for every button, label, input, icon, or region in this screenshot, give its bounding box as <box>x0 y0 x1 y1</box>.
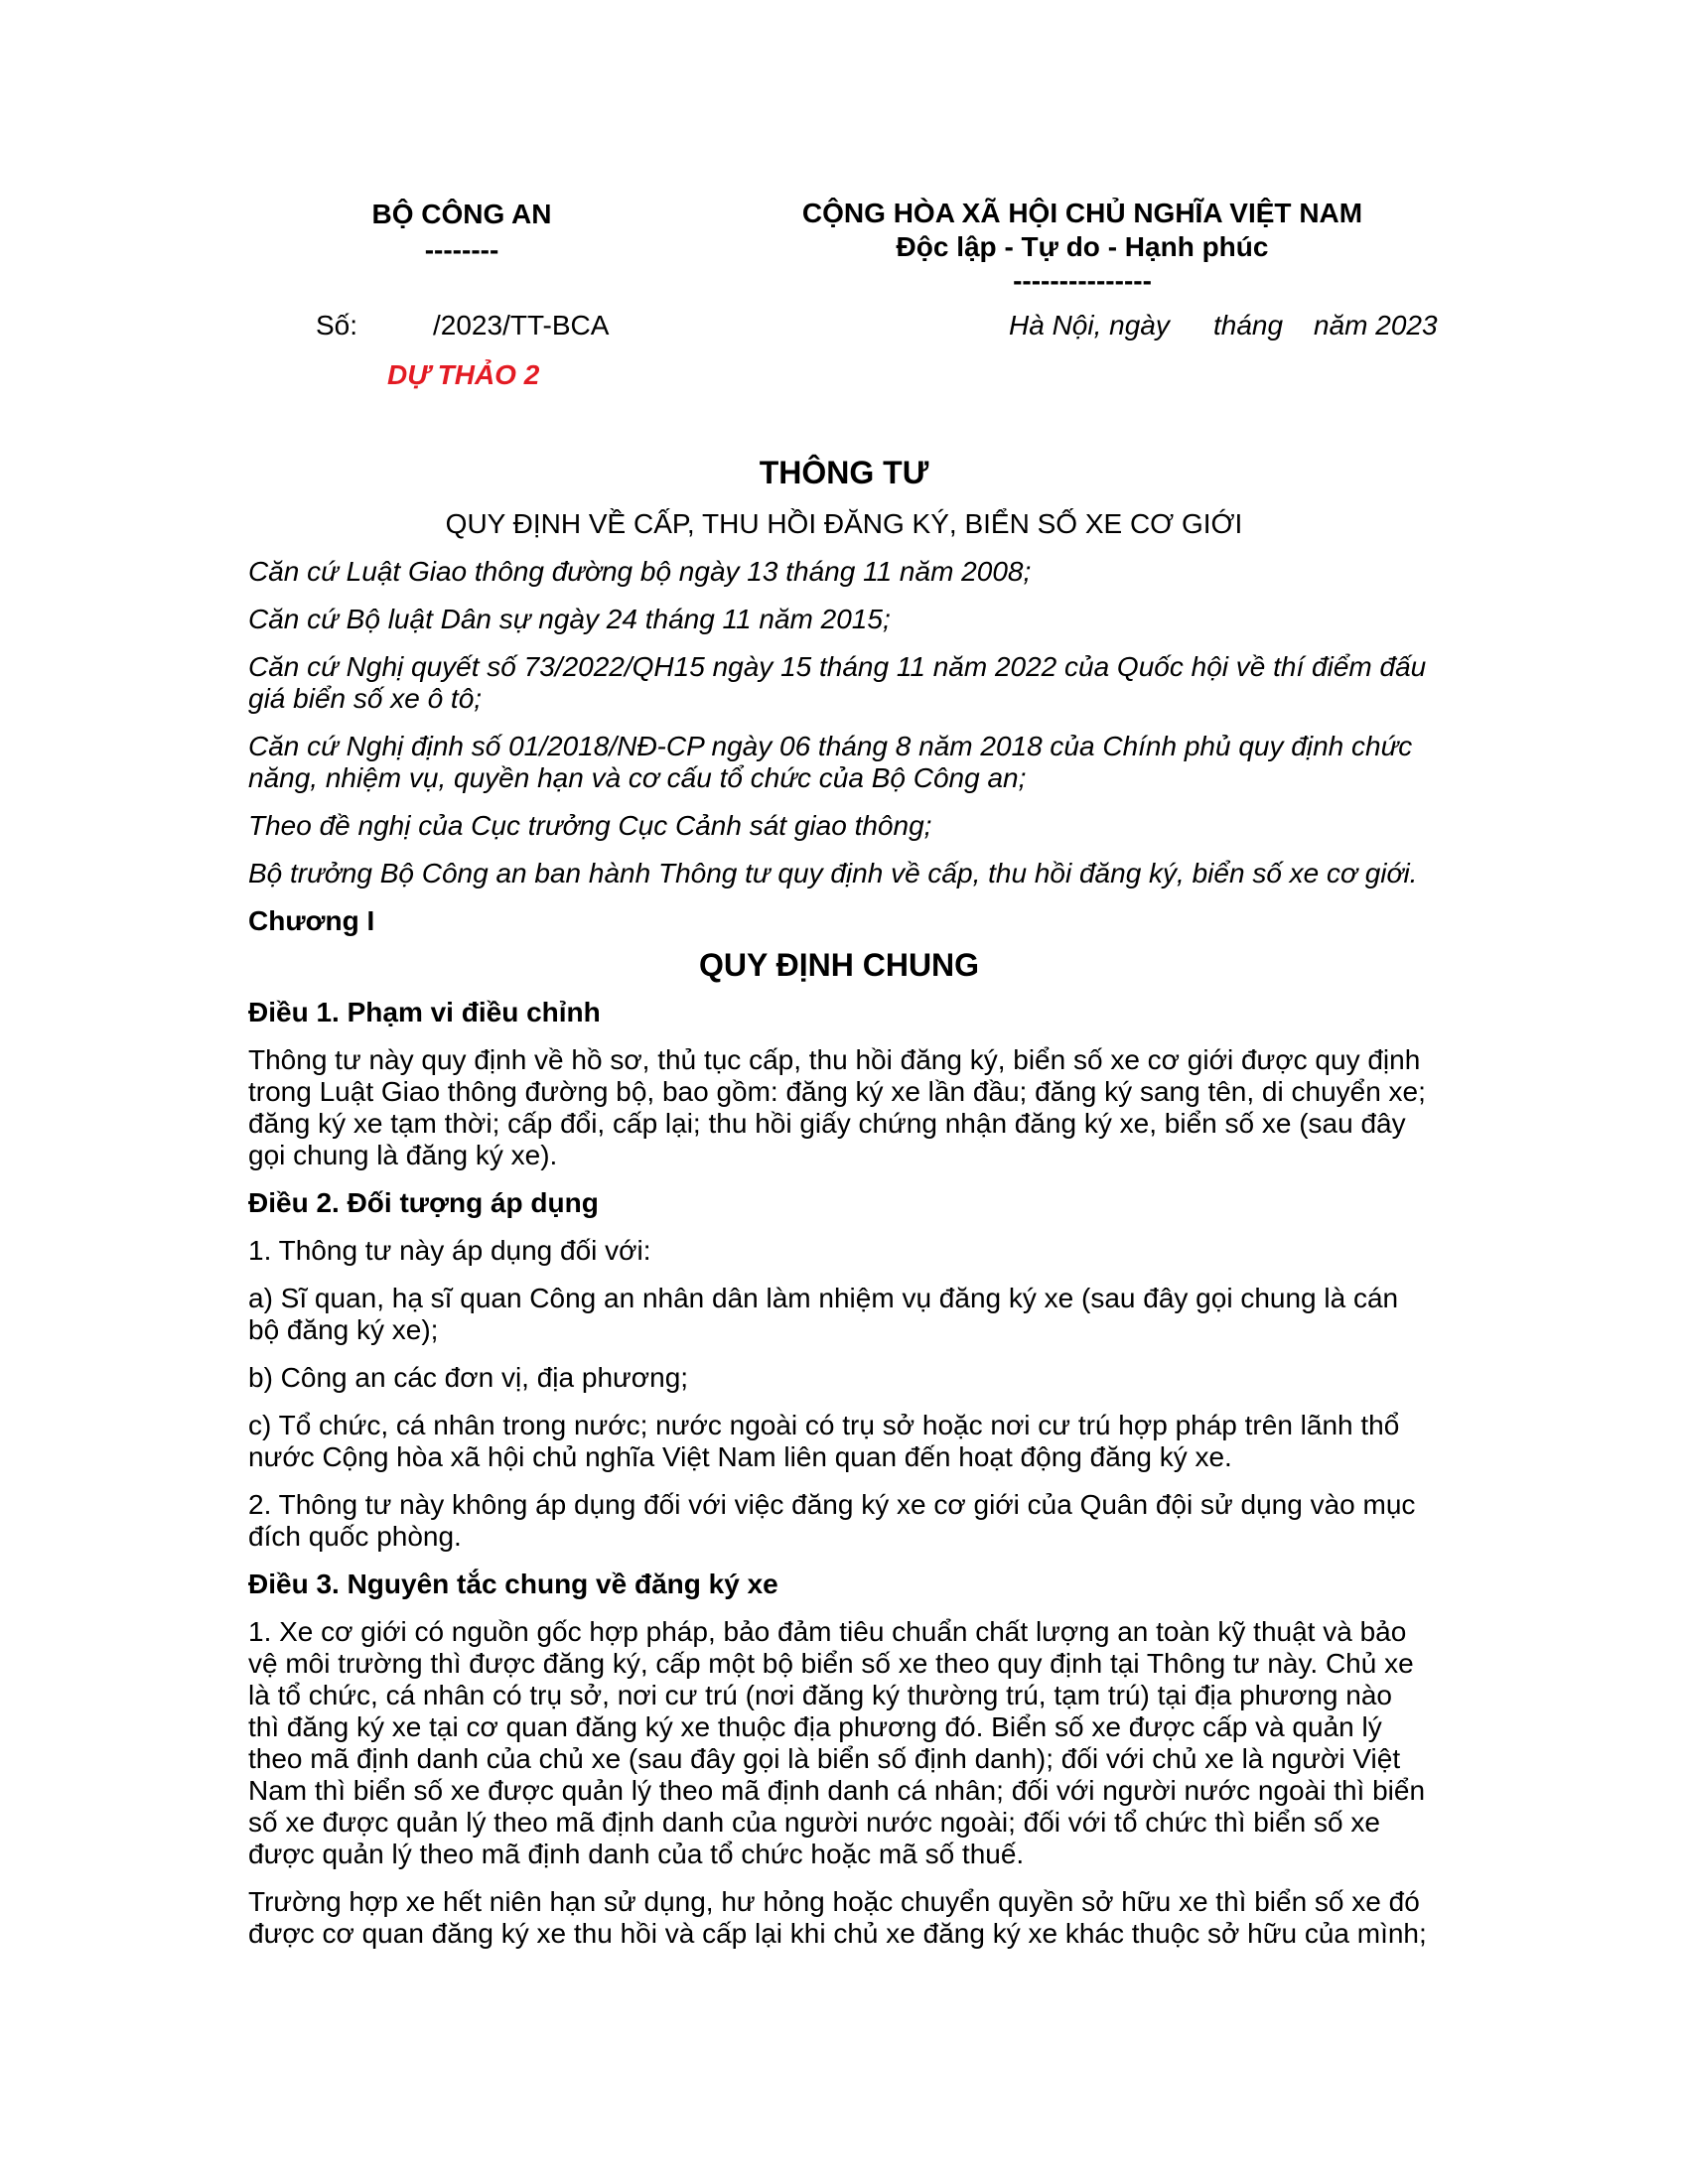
date-year: năm 2023 <box>1314 310 1438 341</box>
article-paragraph: 2. Thông tư này không áp dụng đối với việc đăng ký xe cơ giới của Quân đội sử dụng vào mục đích quốc phòng. <box>248 1489 1416 1552</box>
preamble-line: Theo đề nghị của Cục trưởng Cục Cảnh sát giao thông; <box>248 810 932 841</box>
issuing-agency-block <box>298 197 626 268</box>
article-paragraph: Trường hợp xe hết niên hạn sử dụng, hư hỏng hoặc chuyển quyền sở hữu xe thì biển số xe đó được cơ quan đăng ký xe thu hồi và cấp lại khi chủ xe đăng ký xe khác thuộc sở hữu của mình; <box>248 1886 1427 1949</box>
preamble-line: Căn cứ Bộ luật Dân sự ngày 24 tháng 11 năm 2015; <box>248 604 891 634</box>
chapter-label: Chương I <box>248 905 375 936</box>
chapter-title: QUY ĐỊNH CHUNG <box>698 947 980 983</box>
article-paragraph: 1. Thông tư này áp dụng đối với: <box>248 1235 651 1266</box>
article-paragraph: a) Sĩ quan, hạ sĩ quan Công an nhân dân làm nhiệm vụ đăng ký xe (sau đây gọi chung là cán bộ đăng ký xe); <box>248 1283 1399 1345</box>
preamble-line: Căn cứ Nghị quyết số 73/2022/QH15 ngày 15 tháng 11 năm 2022 của Quốc hội về thí điểm đấu giá biển số xe ô tô; <box>248 651 1427 714</box>
date-month: tháng <box>1213 310 1284 341</box>
article-paragraph: 1. Xe cơ giới có nguồn gốc hợp pháp, bảo đảm tiêu chuẩn chất lượng an toàn kỹ thuật và bảo vệ môi trường thì được đăng ký, cấp một bộ biển số xe theo quy định tại Thông tư này. Chủ xe là tổ chức, cá nhân có trụ sở, nơi cư trú (nơi đăng ký thường trú, tạm trú) tại địa phương nào thì đăng ký xe tại cơ quan đăng ký xe thuộc địa phương đó. Biển số xe được cấp và quản lý theo mã định danh của chủ xe (sau đây gọi là biển số định danh); đối với chủ xe là người Việt Nam thì biển số xe được quản lý theo mã định danh cá nhân; đối với người nước ngoài thì biển số xe được quản lý theo mã định danh của người nước ngoài; đối với tổ chức thì biển số xe được quản lý theo mã định danh của tổ chức hoặc mã số thuế. <box>248 1616 1426 1869</box>
country-name: CỘNG HÒA XÃ HỘI CHỦ NGHĨA VIỆT NAM <box>801 198 1363 228</box>
preamble-line: Bộ trưởng Bộ Công an ban hành Thông tư quy định về cấp, thu hồi đăng ký, biển số xe cơ giới. <box>248 858 1418 888</box>
article-heading: Điều 2. Đối tượng áp dụng <box>248 1187 599 1218</box>
document-title: THÔNG TƯ <box>759 455 929 490</box>
article-heading: Điều 3. Nguyên tắc chung về đăng ký xe <box>248 1569 778 1599</box>
national-header-block <box>755 197 1410 298</box>
document-subtitle: QUY ĐỊNH VỀ CẤP, THU HỒI ĐĂNG KÝ, BIỂN SỐ XE CƠ GIỚI <box>445 508 1243 539</box>
article-paragraph: b) Công an các đơn vị, địa phương; <box>248 1362 689 1393</box>
motto-divider: --------------- <box>1013 265 1152 296</box>
date-place-day: Hà Nội, ngày <box>1009 310 1170 341</box>
number-value: /2023/TT-BCA <box>433 310 610 341</box>
article-heading: Điều 1. Phạm vi điều chỉnh <box>248 997 601 1027</box>
preamble-line: Căn cứ Luật Giao thông đường bộ ngày 13 tháng 11 năm 2008; <box>248 556 1032 587</box>
agency-name: BỘ CÔNG AN <box>371 199 552 229</box>
article-paragraph: c) Tổ chức, cá nhân trong nước; nước ngoài có trụ sở hoặc nơi cư trú hợp pháp trên lãnh thổ nước Cộng hòa xã hội chủ nghĩa Việt Nam liên quan đến hoạt động đăng ký xe. <box>248 1410 1400 1472</box>
preamble-line: Căn cứ Nghị định số 01/2018/NĐ-CP ngày 06 tháng 8 năm 2018 của Chính phủ quy định chức năng, nhiệm vụ, quyền hạn và cơ cấu tổ chức của Bộ Công an; <box>248 731 1413 793</box>
draft-label: DỰ THẢO 2 <box>387 359 540 390</box>
agency-divider: -------- <box>424 234 499 265</box>
national-motto: Độc lập - Tự do - Hạnh phúc <box>896 231 1269 262</box>
document-body <box>248 556 1430 1966</box>
article-paragraph: Thông tư này quy định về hồ sơ, thủ tục cấp, thu hồi đăng ký, biển số xe cơ giới được quy định trong Luật Giao thông đường bộ, bao gồm: đăng ký xe lần đầu; đăng ký sang tên, di chuyển xe; đăng ký xe tạm thời; cấp đổi, cấp lại; thu hồi giấy chứng nhận đăng ký xe, biển số xe (sau đây gọi chung là đăng ký xe). <box>248 1044 1426 1170</box>
number-label: Số: <box>316 310 358 341</box>
